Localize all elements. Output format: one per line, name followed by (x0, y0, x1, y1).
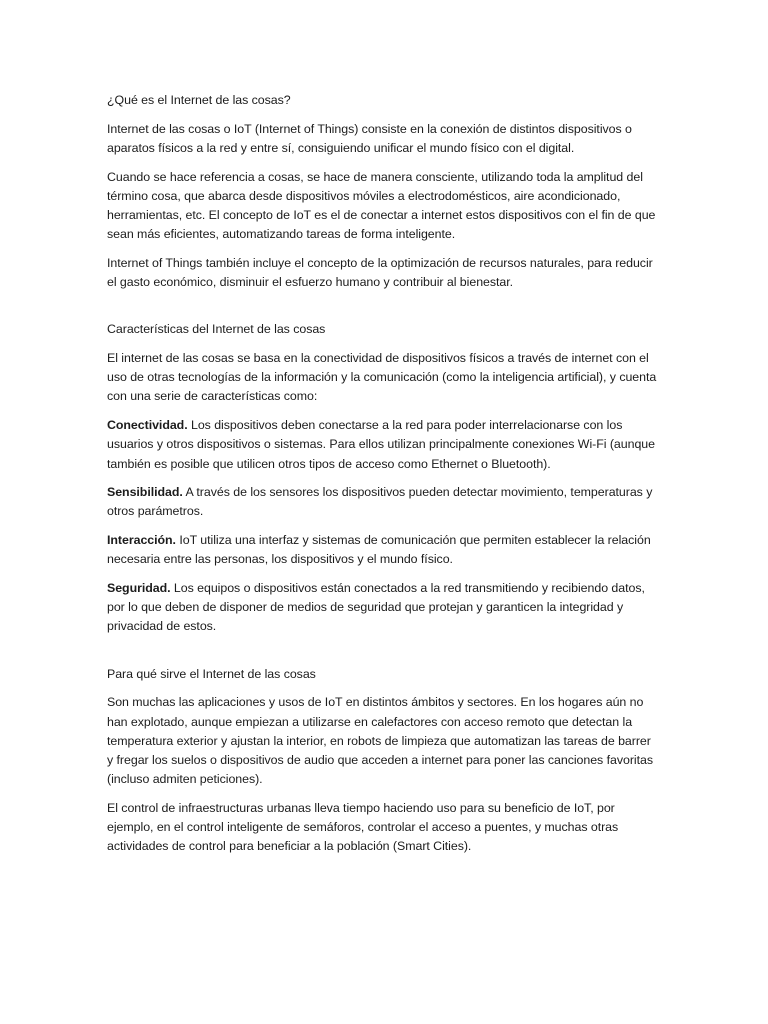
paragraph: El control de infraestructuras urbanas lleva tiempo haciendo uso para su beneficio de IoT, por ejemplo, en el control inteligente de semáforos, controlar el acceso a puentes, y muchas otras actividades de control para beneficiar a la población (Smart Cities). (107, 800, 619, 854)
feature-item-sensitivity (107, 483, 659, 521)
section-heading: ¿Qué es el Internet de las cosas? (107, 93, 291, 107)
feature-term: Seguridad. (107, 581, 171, 596)
feature-item-security (107, 579, 659, 637)
feature-term: Interacción. (107, 533, 176, 548)
feature-term: Sensibilidad. (107, 485, 183, 500)
feature-item-interaction (107, 531, 659, 569)
section-uses (107, 665, 659, 857)
feature-text: Los dispositivos deben conectarse a la red para poder interrelacionarse con los usuarios y otros dispositivos o sistemas. Para ellos utilizan principalmente conexiones Wi-Fi (aunque también es posible que utilicen otros tipos de acceso como Ethernet o Bluetooth). (107, 418, 655, 471)
paragraph: El internet de las cosas se basa en la conectividad de dispositivos físicos a través de internet con el uso de otras tecnologías de la información y la comunicación (como la inteligencia artificial), y cuenta con una serie de características como: (107, 351, 657, 404)
feature-text: Los equipos o dispositivos están conectados a la red transmitiendo y recibiendo datos, por lo que deben de disponer de medios de seguridad que protejan y garanticen la integridad y privacidad de estos. (107, 581, 645, 634)
document-page (107, 91, 659, 866)
paragraph: Son muchas las aplicaciones y usos de IoT en distintos ámbitos y sectores. En los hogares aún no han explotado, aunque empiezan a utilizarse en calefactores con acceso remoto que detectan la temperatura exterior y ajustan la interior, en robots de limpieza que automatizan las tareas de barrer y fregar los suelos o dispositivos de audio que acceden a internet para poner las canciones favoritas (incluso admiten peticiones). (107, 695, 653, 787)
paragraph: Internet de las cosas o IoT (Internet of Things) consiste en la conexión de distintos dispositivos o aparatos físicos a la red y entre sí, consiguiendo unificar el mundo físico con el digital. (107, 121, 632, 155)
paragraph: Cuando se hace referencia a cosas, se hace de manera consciente, utilizando toda la amplitud del término cosa, que abarca desde dispositivos móviles a electrodomésticos, aire acondicionado, herramientas, etc. El concepto de IoT es el de conectar a internet estos dispositivos con el fin de que sean más eficientes, automatizando tareas de forma inteligente. (107, 169, 656, 242)
section-what-is-iot (107, 91, 659, 292)
section-heading: Para qué sirve el Internet de las cosas (107, 666, 316, 681)
feature-item-connectivity (107, 416, 659, 474)
feature-text: IoT utiliza una interfaz y sistemas de comunicación que permiten establecer la relación necesaria entre las personas, los dispositivos y el mundo físico. (107, 533, 651, 567)
paragraph: Internet of Things también incluye el concepto de la optimización de recursos naturales, para reducir el gasto económico, disminuir el esfuerzo humano y contribuir al bienestar. (107, 255, 653, 290)
feature-term: Conectividad. (107, 418, 188, 433)
section-characteristics (107, 320, 659, 636)
section-heading: Características del Internet de las cosas (107, 322, 326, 337)
feature-text: A través de los sensores los dispositivos pueden detectar movimiento, temperaturas y otros parámetros. (107, 485, 653, 519)
